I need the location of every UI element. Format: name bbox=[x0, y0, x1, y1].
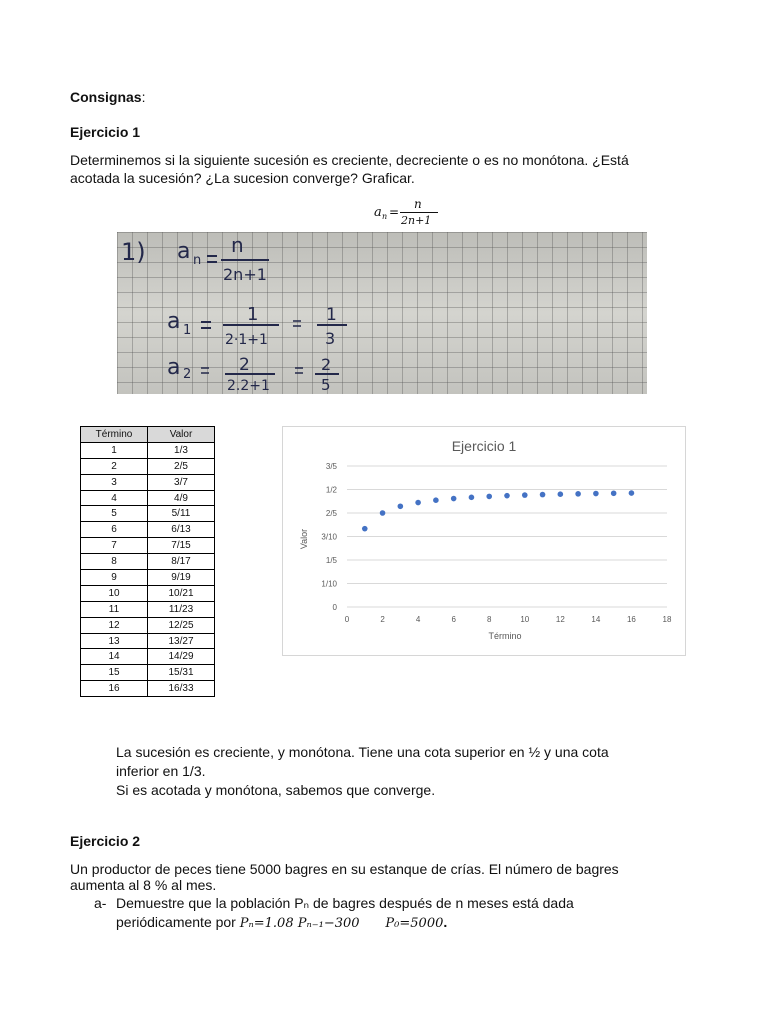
table-cell-value: 14/29 bbox=[148, 649, 215, 665]
chart-x-tick-label: 2 bbox=[380, 615, 385, 624]
table-row bbox=[81, 490, 215, 506]
chart-point bbox=[469, 495, 475, 501]
ejercicio1-title: Ejercicio 1 bbox=[70, 124, 141, 140]
chart-x-tick-label: 16 bbox=[626, 615, 636, 624]
chart-x-tick-label: 10 bbox=[520, 615, 530, 624]
table-row bbox=[81, 681, 215, 697]
hw-a1-sub: 1 bbox=[183, 323, 192, 338]
chart-x-axis-label: Término bbox=[488, 631, 522, 641]
table-cell-value: 7/15 bbox=[148, 538, 215, 554]
conclusion-line1: La sucesión es creciente, y monótona. Tiene una cota superior en ½ y una cota bbox=[116, 744, 609, 760]
table-cell-term: 13 bbox=[81, 633, 148, 649]
chart-x-tick-label: 6 bbox=[451, 615, 456, 624]
table-row bbox=[81, 601, 215, 617]
hw-a1-res-den: 3 bbox=[325, 329, 336, 348]
formula-eq: = bbox=[389, 205, 400, 219]
chart-x-tick-label: 0 bbox=[344, 615, 350, 624]
table-row bbox=[81, 458, 215, 474]
ejercicio1-prompt-line2: acotada la sucesión? ¿La sucesion converge? Graficar. bbox=[70, 170, 415, 186]
hw-def-den: 2n+1 bbox=[223, 265, 267, 284]
hw-item-number: 1) bbox=[121, 238, 146, 266]
hw-a2-num: 2 bbox=[239, 355, 250, 375]
chart-point bbox=[575, 491, 581, 497]
table-cell-term: 6 bbox=[81, 522, 148, 538]
chart-point bbox=[433, 497, 439, 503]
consignas-label: Consignas bbox=[70, 89, 142, 105]
chart-point bbox=[629, 490, 635, 496]
chart-y-axis-label: Valor bbox=[299, 528, 309, 550]
chart-x-tick-label: 12 bbox=[555, 615, 565, 624]
table-row bbox=[81, 554, 215, 570]
table-cell-value: 3/7 bbox=[148, 474, 215, 490]
table-header-value: Valor bbox=[148, 427, 215, 443]
formula-lhs: a bbox=[374, 205, 382, 220]
table-cell-term: 10 bbox=[81, 585, 148, 601]
ejercicio2-title: Ejercicio 2 bbox=[70, 833, 141, 849]
table-cell-term: 12 bbox=[81, 617, 148, 633]
item-a-marker: a- bbox=[94, 895, 107, 911]
chart-y-tick-label: 1/10 bbox=[321, 579, 337, 589]
chart-x-tick-label: 18 bbox=[662, 615, 672, 624]
table-cell-value: 1/3 bbox=[148, 442, 215, 458]
table-cell-term: 4 bbox=[81, 490, 148, 506]
hw-a2-res-den: 5 bbox=[321, 376, 331, 394]
chart-x-tick-label: 8 bbox=[486, 615, 492, 624]
hw-a1-den: 2·1+1 bbox=[225, 332, 268, 348]
chart-point bbox=[362, 526, 368, 532]
hw-def-lhs: a bbox=[177, 239, 191, 264]
formula-fraction-bar bbox=[400, 212, 438, 213]
hw-a2-sub: 2 bbox=[183, 367, 192, 382]
table-row bbox=[81, 665, 215, 681]
table-cell-term: 5 bbox=[81, 506, 148, 522]
chart-x-tick-label: 4 bbox=[415, 615, 421, 624]
item-a-line2-text: periódicamente por bbox=[116, 914, 236, 930]
table-cell-value: 5/11 bbox=[148, 506, 215, 522]
consignas-heading bbox=[70, 88, 145, 106]
table-cell-term: 9 bbox=[81, 570, 148, 586]
ejercicio2-intro-line2: aumenta al 8 % al mes. bbox=[70, 877, 217, 893]
chart-x-ticks bbox=[345, 615, 672, 624]
table-cell-term: 1 bbox=[81, 442, 148, 458]
table-cell-value: 8/17 bbox=[148, 554, 215, 570]
table-row bbox=[81, 633, 215, 649]
table-cell-value: 6/13 bbox=[148, 522, 215, 538]
values-table bbox=[80, 426, 215, 697]
sequence-formula bbox=[374, 197, 444, 229]
hw-a1-res-num: 1 bbox=[326, 305, 337, 325]
table-row bbox=[81, 649, 215, 665]
chart-title: Ejercicio 1 bbox=[451, 438, 517, 454]
chart-point bbox=[504, 493, 510, 499]
formula-sub: n bbox=[382, 212, 388, 221]
table-cell-term: 14 bbox=[81, 649, 148, 665]
chart-point bbox=[540, 492, 546, 498]
table-body bbox=[81, 442, 215, 696]
formula-denominator: 2n+1 bbox=[401, 214, 432, 227]
conclusion-line2: inferior en 1/3. bbox=[116, 763, 206, 779]
table-cell-value: 2/5 bbox=[148, 458, 215, 474]
chart-point bbox=[415, 500, 421, 506]
recurrence-formula: Pₙ=1.08 Pₙ₋₁−300 bbox=[239, 916, 360, 931]
table-header-term: Término bbox=[81, 427, 148, 443]
table-cell-term: 3 bbox=[81, 474, 148, 490]
chart-y-tick-label: 0 bbox=[332, 603, 337, 612]
handwriting-layer bbox=[117, 232, 647, 394]
table-cell-term: 8 bbox=[81, 554, 148, 570]
table-row bbox=[81, 538, 215, 554]
chart-y-tick-label: 2/5 bbox=[325, 509, 337, 518]
chart-point bbox=[558, 491, 564, 497]
table-cell-term: 16 bbox=[81, 681, 148, 697]
item-a-line1: Demuestre que la población Pₙ de bagres después de n meses está dada bbox=[116, 895, 574, 911]
table-cell-term: 15 bbox=[81, 665, 148, 681]
table-row bbox=[81, 617, 215, 633]
chart-y-tick-label: 3/10 bbox=[321, 532, 337, 542]
initial-condition: P₀=5000 bbox=[385, 916, 444, 931]
table-header-row bbox=[81, 427, 215, 443]
handwritten-notes-photo bbox=[117, 232, 647, 394]
hw-def-sub: n bbox=[193, 253, 202, 268]
table-cell-term: 2 bbox=[81, 458, 148, 474]
hw-a2-lhs: a bbox=[167, 355, 181, 380]
item-a-line2 bbox=[116, 913, 447, 933]
chart-points bbox=[362, 490, 634, 531]
chart-y-tick-label: 3/5 bbox=[325, 462, 337, 471]
item-a-period: . bbox=[443, 914, 448, 930]
chart-point bbox=[486, 494, 492, 500]
table-cell-value: 11/23 bbox=[148, 601, 215, 617]
table-cell-value: 13/27 bbox=[148, 633, 215, 649]
hw-a2-res-num: 2 bbox=[321, 355, 332, 374]
hw-def-num: n bbox=[231, 233, 244, 257]
consignas-colon: : bbox=[141, 89, 146, 105]
table-row bbox=[81, 570, 215, 586]
table-cell-value: 4/9 bbox=[148, 490, 215, 506]
chart-y-tick-label: 1/2 bbox=[325, 485, 337, 495]
conclusion-line3: Si es acotada y monótona, sabemos que converge. bbox=[116, 782, 436, 798]
formula-numerator: n bbox=[414, 197, 422, 211]
table-row bbox=[81, 442, 215, 458]
chart-container bbox=[282, 426, 686, 656]
table-row bbox=[81, 522, 215, 538]
chart-point bbox=[398, 503, 404, 509]
hw-a2-den: 2.2+1 bbox=[227, 378, 270, 394]
table-row bbox=[81, 585, 215, 601]
chart-x-tick-label: 14 bbox=[591, 615, 601, 624]
ejercicio1-prompt-line1: Determinemos si la siguiente sucesión es creciente, decreciente o es no monótona. ¿Está bbox=[70, 152, 629, 168]
table-cell-value: 15/31 bbox=[148, 665, 215, 681]
table-cell-term: 11 bbox=[81, 601, 148, 617]
ejercicio2-intro-line1: Un productor de peces tiene 5000 bagres en su estanque de crías. El número de bagres bbox=[70, 861, 619, 877]
chart-point bbox=[611, 490, 617, 496]
chart-point bbox=[593, 491, 599, 497]
chart-y-tick-label: 1/5 bbox=[325, 556, 337, 565]
table-cell-value: 9/19 bbox=[148, 570, 215, 586]
hw-a1-num: 1 bbox=[247, 304, 259, 325]
table-cell-value: 10/21 bbox=[148, 585, 215, 601]
table-row bbox=[81, 506, 215, 522]
chart-point bbox=[522, 492, 528, 498]
chart-point bbox=[451, 496, 457, 502]
scatter-chart bbox=[283, 427, 685, 655]
table-cell-value: 12/25 bbox=[148, 617, 215, 633]
table-cell-value: 16/33 bbox=[148, 681, 215, 697]
hw-a1-lhs: a bbox=[167, 309, 181, 334]
chart-y-ticks bbox=[321, 462, 337, 612]
table-row bbox=[81, 474, 215, 490]
chart-gridlines bbox=[347, 466, 667, 607]
table-cell-term: 7 bbox=[81, 538, 148, 554]
chart-point bbox=[380, 510, 386, 516]
